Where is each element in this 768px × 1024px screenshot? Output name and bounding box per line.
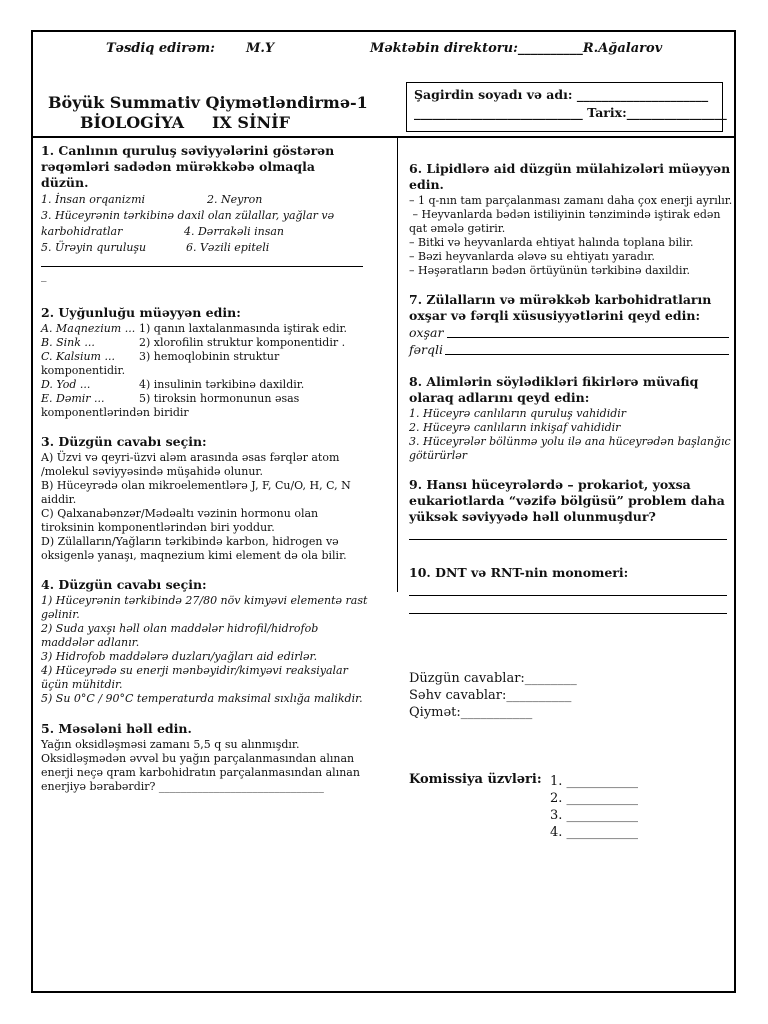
question-4-title: 4. Düzgün cavabı seçin:: [41, 577, 207, 592]
q2-right-item: 5) tiroksin hormonunun əsas: [139, 392, 300, 405]
q2-left-item: C. Kalsium ...: [41, 350, 115, 363]
question-6-title-2: edin.: [409, 177, 444, 192]
question-6-title: 6. Lipidlərə aid düzgün mülahizələri müəyyən: [409, 161, 731, 176]
q1-item: 5. Ürəyin quruluşu: [41, 241, 147, 254]
question-8-title: 8. Alimlərin söylədikləri fikirlərə müvafiq: [409, 374, 699, 389]
q3-option: tiroksinin komponentlərindən biri yoddur.: [41, 521, 275, 534]
q6-statement: – Həşəratların bədən örtüyünün tərkibinə daxildir.: [409, 264, 691, 277]
question-1-title-2: rəqəmləri sadədən mürəkkəbə olmaqla: [41, 159, 315, 174]
q10-answer-line[interactable]: [409, 581, 727, 596]
q9-answer-line[interactable]: [409, 525, 727, 540]
q2-left-item: E. Dəmir ...: [41, 392, 105, 405]
correct-answers-field[interactable]: Düzgün cavablar:________: [409, 671, 577, 686]
commission-label: Komissiya üzvləri:: [409, 772, 542, 787]
header-divider: [31, 136, 736, 138]
q6-statement: qat əmələ gətirir.: [409, 222, 506, 235]
q4-statement: maddələr adlanır.: [41, 636, 140, 649]
q1-item: 1. İnsan orqanizmi: [41, 193, 146, 206]
q4-statement: 5) Su 0°C / 90°C temperaturda maksimal sıxlığa malikdir.: [41, 692, 363, 705]
q2-left-item: D. Yod ...: [41, 378, 91, 391]
question-4: [41, 577, 391, 706]
question-1-title: 1. Canlının quruluş səviyyələrini göstərən: [41, 143, 335, 158]
question-7: [409, 292, 729, 358]
q5-text: enerji neçə qram karbohidratın parçalanmasından alınan: [41, 766, 360, 779]
q2-right-item: 3) hemoqlobinin struktur: [139, 350, 280, 363]
q4-statement: gəlinir.: [41, 608, 80, 621]
question-3-title: 3. Düzgün cavabı seçin:: [41, 434, 207, 449]
question-9-title-3: yüksək səviyyədə həll olunmuşdur?: [409, 509, 656, 524]
q3-option: B) Hüceyrədə olan mikroelementlərə J, F, Cu/O, H, C, N: [41, 479, 351, 492]
q6-statement: – 1 q-nın tam parçalanması zamanı daha çox enerji ayrılır.: [409, 194, 733, 207]
q1-answer-line-tail: _: [41, 269, 47, 282]
q2-right-item-cont: komponentidir.: [41, 364, 126, 377]
approval-label: Təsdiq edirəm:: [106, 41, 215, 56]
question-9: [409, 477, 729, 540]
date-field[interactable]: ___________________________ Tarix:________________: [414, 105, 727, 120]
question-3: [41, 434, 391, 563]
q3-option: aiddir.: [41, 493, 77, 506]
q8-statement: 3. Hüceyrələr bölünmə yolu ilə ana hüceyrədən başlanğıc: [409, 435, 731, 448]
q4-statement: üçün mühitdir.: [41, 678, 123, 691]
q4-statement: 4) Hüceyrədə su enerji mənbəyidir/kimyəvi reaksiyalar: [41, 664, 348, 677]
question-1: [41, 143, 391, 283]
q7-similar-label: oxşar: [409, 325, 444, 340]
q3-option: C) Qalxanabənzər/Mədəaltı vəzinin hormonu olan: [41, 507, 319, 520]
commission-member-3[interactable]: 3. ___________: [550, 808, 639, 823]
student-name-field[interactable]: Şagirdin soyadı və adı: _____________________: [414, 87, 709, 102]
commission-member-2[interactable]: 2. ___________: [550, 791, 639, 806]
question-9-title-2: eukariotlarda “vəzifə bölgüsü” problem daha: [409, 493, 725, 508]
q2-right-item: 1) qanın laxtalanmasında iştirak edir.: [139, 322, 348, 335]
q3-option: A) Üzvi və qeyri-üzvi aləm arasında əsas fərqlər atom: [41, 451, 340, 464]
q4-statement: 2) Suda yaxşı həll olan maddələr hidrofil/hidrofob: [41, 622, 319, 635]
question-5-title: 5. Məsələni həll edin.: [41, 721, 192, 736]
question-10-title: 10. DNT və RNT-nin monomeri:: [409, 565, 629, 580]
q7-different-label: fərqli: [409, 342, 443, 357]
q4-statement: 3) Hidrofob maddələrə duzları/yağları aid edirlər.: [41, 650, 318, 663]
q10-answer-line[interactable]: [409, 596, 727, 614]
q7-different-answer[interactable]: [445, 341, 729, 355]
q6-statement: – Bitki və heyvanlarda ehtiyat halında toplana bilir.: [409, 236, 694, 249]
wrong-answers-field[interactable]: Səhv cavablar:__________: [409, 688, 572, 703]
q1-answer-line[interactable]: [41, 255, 363, 267]
q3-option: oksigenlə yanaşı, maqnezium kimi element də ola bilir.: [41, 549, 347, 562]
question-2: [41, 305, 391, 420]
q3-option: D) Zülalların/Yağların tərkibində karbon, hidrogen və: [41, 535, 339, 548]
q5-text: Yağın oksidləşməsi zamanı 5,5 q su alınmışdır.: [41, 738, 300, 751]
subject-grade: BİOLOGİYA IX SİNİF: [80, 113, 290, 132]
q2-left-item: B. Sink ...: [41, 336, 95, 349]
q3-option: /molekul səviyyəsində müşahidə olunur.: [41, 465, 263, 478]
q2-left-item: A. Maqnezium ...: [41, 322, 136, 335]
question-7-title-2: oxşar və fərqli xüsusiyyətlərini qeyd edin:: [409, 308, 701, 323]
q1-item: 3. Hüceyrənin tərkibinə daxil olan zülallar, yağlar və: [41, 209, 335, 222]
q2-right-item-cont: komponentlərindən biridir: [41, 406, 189, 419]
grade-field[interactable]: Qiymət:___________: [409, 705, 533, 720]
q5-text: Oksidləşmədən əvvəl bu yağın parçalanmasından alınan: [41, 752, 355, 765]
q6-statement: – Heyvanlarda bədən istiliyinin tənzimində iştirak edən: [409, 208, 721, 221]
director-signature-line: Məktəbin direktoru:__________R.Ağalarov: [370, 41, 663, 56]
question-2-title: 2. Uyğunluğu müəyyən edin:: [41, 305, 241, 320]
q1-item: 6. Vəzili epiteli: [186, 241, 270, 254]
q6-statement: – Bəzi heyvanlarda ələvə su ehtiyatı yaradır.: [409, 250, 655, 263]
approver-initials: M.Y: [246, 41, 275, 56]
question-8-title-2: olaraq adlarını qeyd edin:: [409, 390, 590, 405]
question-9-title: 9. Hansı hüceyrələrdə – prokariot, yoxsa: [409, 477, 691, 492]
q8-statement: 2. Hüceyrə canlıların inkişaf vahididir: [409, 421, 621, 434]
q1-item: 4. Dərrakəli insan: [184, 225, 284, 238]
q4-statement: 1) Hüceyrənin tərkibində 27/80 növ kimyəvi elementə rast: [41, 594, 368, 607]
q8-statement: 1. Hüceyrə canlıların quruluş vahididir: [409, 407, 627, 420]
q1-item: 2. Neyron: [207, 193, 263, 206]
q1-item: karbohidratlar: [41, 225, 123, 238]
question-8: [409, 374, 729, 463]
q5-answer-line[interactable]: enerjiyə bərabərdir? ______________________________: [41, 780, 324, 793]
q7-similar-answer[interactable]: [447, 324, 729, 338]
question-10: [409, 565, 729, 614]
question-5: [41, 721, 391, 794]
q2-right-item: 2) xlorofilin struktur komponentidir .: [139, 336, 346, 349]
question-1-title-3: düzün.: [41, 175, 89, 190]
column-divider: [397, 136, 398, 592]
commission-member-1[interactable]: 1. ___________: [550, 774, 639, 789]
q8-statement: götürürlər: [409, 449, 468, 462]
question-7-title: 7. Zülalların və mürəkkəb karbohidratların: [409, 292, 712, 307]
commission-member-4[interactable]: 4. ___________: [550, 825, 639, 840]
exam-title: Böyük Summativ Qiymətləndirmə-1: [48, 93, 368, 112]
question-6: [409, 161, 733, 278]
q2-right-item: 4) insulinin tərkibinə daxildir.: [139, 378, 305, 391]
